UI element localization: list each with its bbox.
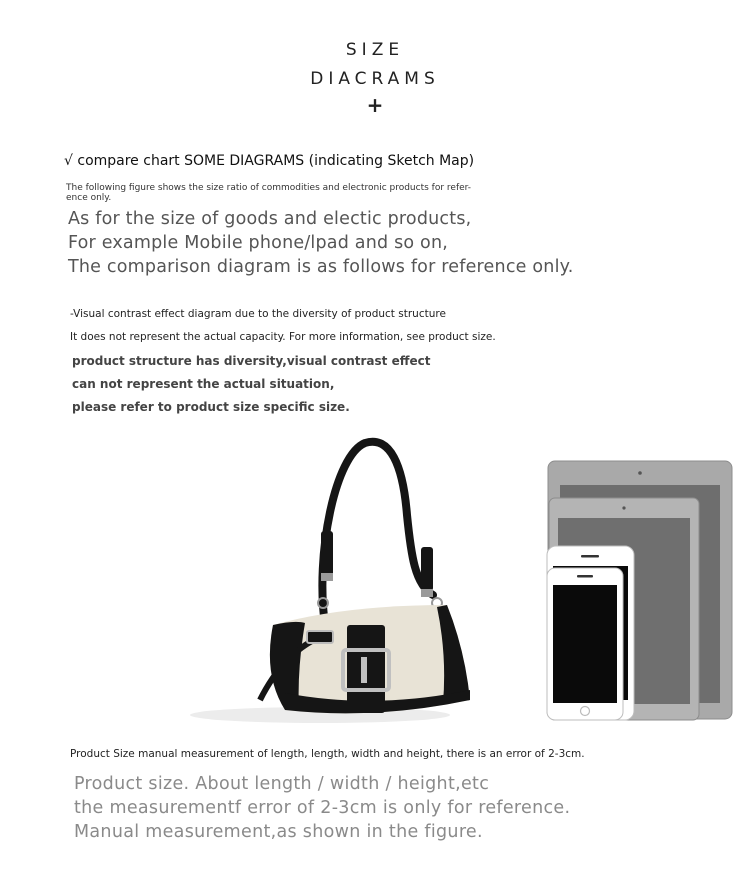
footer-line-1: Product size. About length / width / height,etc xyxy=(74,774,490,794)
title-diagrams: DIACRAMS xyxy=(310,69,440,89)
intro-big-line-2: For example Mobile phone/lpad and so on, xyxy=(68,233,449,253)
intro-small-text: The following figure shows the size ratio of commodities and electronic products for refer-ence only. xyxy=(66,183,472,203)
compare-heading: √ compare chart SOME DIAGRAMS (indicating Sketch Map) xyxy=(64,153,475,169)
footer-line-3: Manual measurement,as shown in the figure. xyxy=(74,822,483,842)
product-size-caption: Product Size manual measurement of length, length, width and height, there is an error of 2-3cm. xyxy=(70,748,585,760)
footer-line-2: the measurementf error of 2-3cm is only for reference. xyxy=(74,798,571,818)
note-line-1: -Visual contrast effect diagram due to the diversity of product structure xyxy=(70,308,446,320)
devices-image xyxy=(545,458,735,723)
note-bold-line-1: product structure has diversity,visual contrast effect xyxy=(72,354,431,368)
plus-icon: + xyxy=(366,93,384,117)
note-line-2: It does not represent the actual capacity. For more information, see product size. xyxy=(70,331,496,343)
title-size: SIZE xyxy=(345,40,405,60)
intro-big-line-3: The comparison diagram is as follows for reference only. xyxy=(68,257,574,277)
intro-big-line-1: As for the size of goods and electic products, xyxy=(68,209,472,229)
note-bold-line-3: please refer to product size specific size. xyxy=(72,400,350,414)
note-bold-line-2: can not represent the actual situation, xyxy=(72,377,335,391)
handbag-image xyxy=(175,435,495,735)
